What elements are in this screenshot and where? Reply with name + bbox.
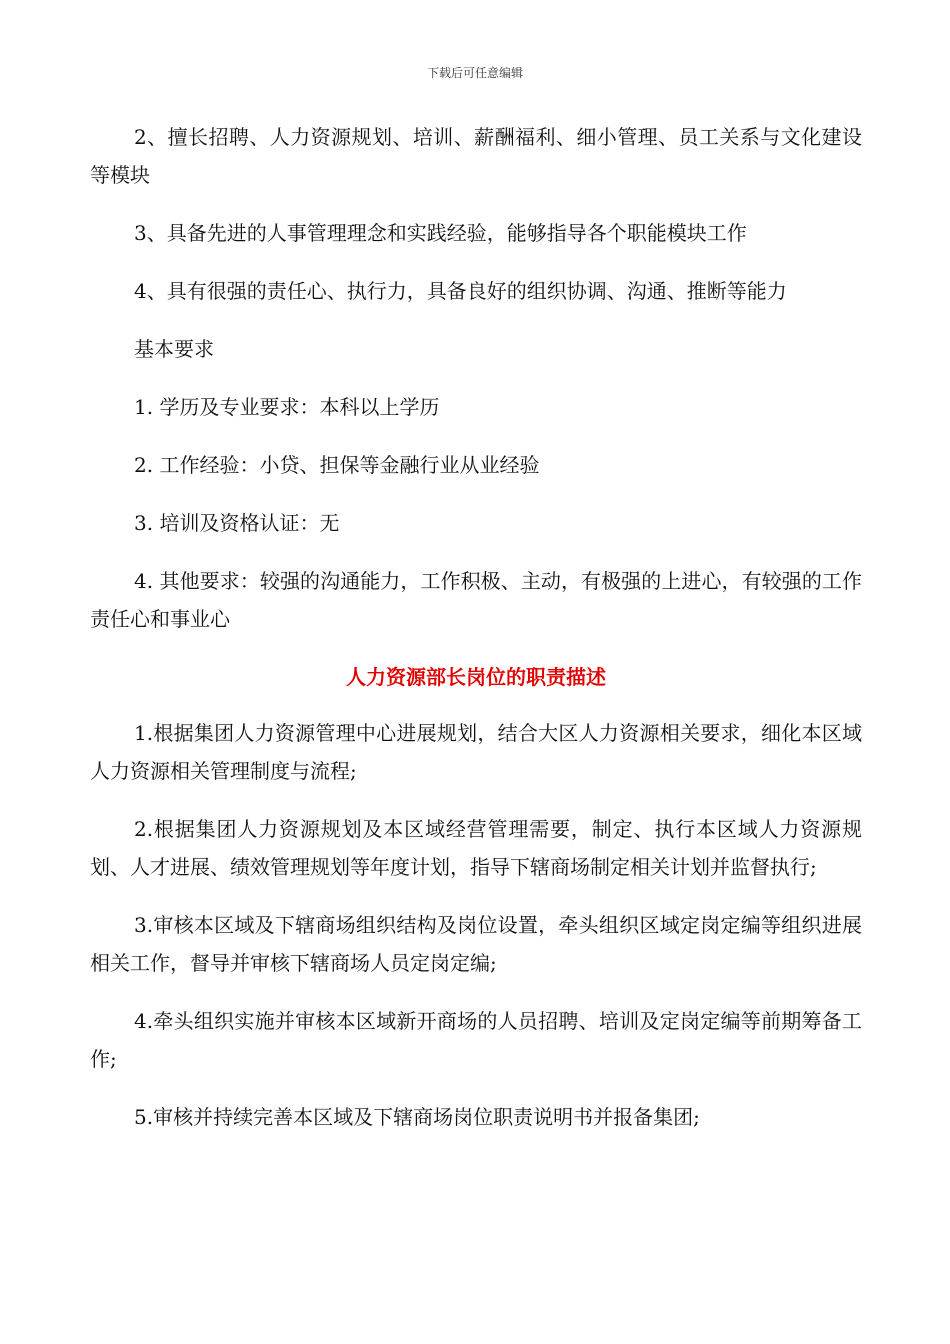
duty-item-1: 1.根据集团人力资源管理中心进展规划，结合大区人力资源相关要求，细化本区域人力资源相关管理制度与流程; bbox=[90, 721, 862, 783]
header-note: 下载后可任意编辑 bbox=[426, 66, 523, 80]
duty-item-2: 2.根据集团人力资源规划及本区域经营管理需要，制定、执行本区域人力资源规划、人才进展、绩效管理规划等年度计划，指导下辖商场制定相关计划并监督执行; bbox=[90, 817, 862, 879]
requirement-item-2: 2. 工作经验：小贷、担保等金融行业从业经验 bbox=[134, 453, 540, 477]
duty-item-3: 3.审核本区域及下辖商场组织结构及岗位设置，牵头组织区域定岗定编等组织进展相关工作，督导并审核下辖商场人员定岗定编; bbox=[90, 913, 862, 975]
requirement-item-3: 3. 培训及资格认证：无 bbox=[134, 511, 340, 535]
duty-item-5: 5.审核并持续完善本区域及下辖商场岗位职责说明书并报备集团; bbox=[134, 1105, 700, 1129]
document-body bbox=[90, 118, 862, 1156]
requirement-item-4: 4. 其他要求：较强的沟通能力，工作积极、主动，有极强的上进心，有较强的工作责任心和事业心 bbox=[90, 569, 862, 631]
basic-requirements-title: 基本要求 bbox=[134, 337, 214, 361]
skill-item-3: 3、具备先进的人事管理理念和实践经验，能够指导各个职能模块工作 bbox=[134, 221, 747, 245]
requirement-item-1: 1. 学历及专业要求：本科以上学历 bbox=[134, 395, 440, 419]
duties-heading: 人力资源部长岗位的职责描述 bbox=[346, 665, 606, 689]
skill-item-2: 2、擅长招聘、人力资源规划、培训、薪酬福利、细小管理、员工关系与文化建设等模块 bbox=[90, 125, 862, 187]
skill-item-4: 4、具有很强的责任心、执行力，具备良好的组织协调、沟通、推断等能力 bbox=[134, 279, 787, 303]
duty-item-4: 4.牵头组织实施并审核本区域新开商场的人员招聘、培训及定岗定编等前期筹备工作; bbox=[90, 1009, 862, 1071]
